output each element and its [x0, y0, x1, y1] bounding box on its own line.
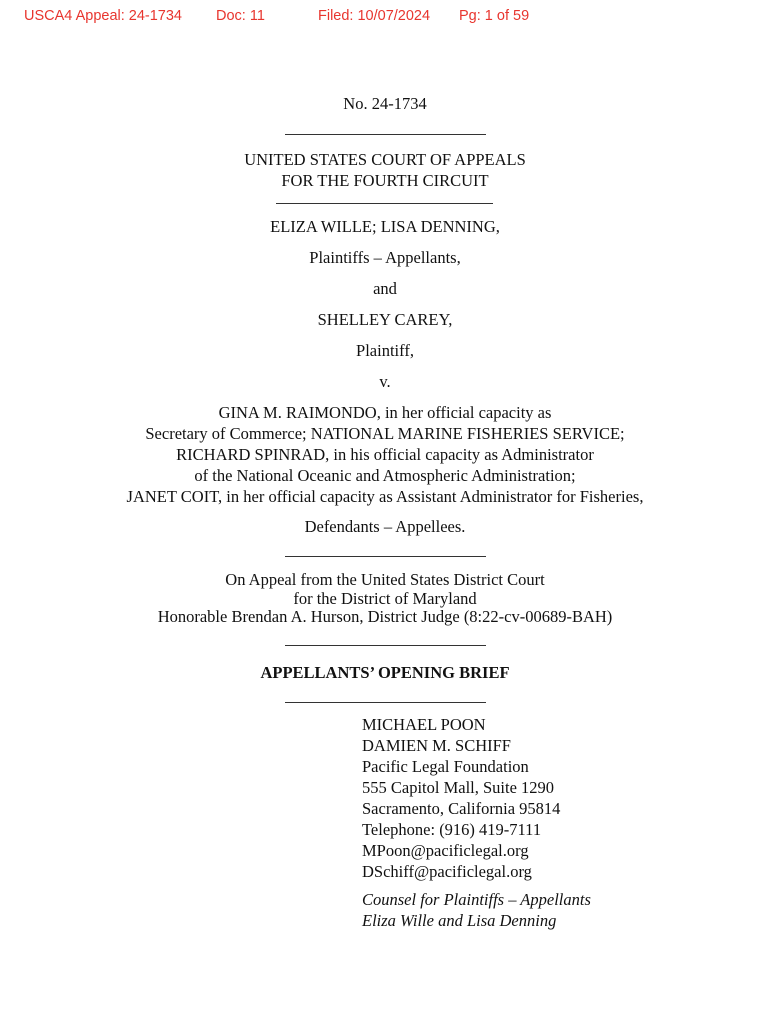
court-name-line-2: FOR THE FOURTH CIRCUIT — [281, 171, 489, 190]
divider — [285, 556, 486, 557]
counsel-for-line: Eliza Wille and Lisa Denning — [362, 911, 557, 930]
appeal-from-line-3: Honorable Brendan A. Hurson, District Judge (8:22-cv-00689-BAH) — [157, 607, 613, 626]
court-name-line-1: UNITED STATES COURT OF APPEALS — [244, 150, 526, 169]
counsel-email: DSchiff@pacificlegal.org — [362, 862, 532, 881]
defendants-role: Defendants – Appellees. — [304, 517, 466, 536]
counsel-line: MICHAEL POON — [362, 715, 486, 734]
stamp-page-count: Pg: 1 of 59 — [459, 8, 530, 24]
divider — [285, 134, 486, 135]
counsel-line: DAMIEN M. SCHIFF — [362, 736, 511, 755]
divider — [285, 645, 486, 646]
brief-title: APPELLANTS’ OPENING BRIEF — [260, 663, 510, 682]
appeal-from-line-1: On Appeal from the United States District Court — [225, 570, 545, 589]
defendant-line: GINA M. RAIMONDO, in her official capacity as — [218, 403, 552, 422]
versus: v. — [379, 372, 391, 391]
defendant-line: Secretary of Commerce; NATIONAL MARINE FISHERIES SERVICE; — [145, 424, 625, 443]
appellants-names: ELIZA WILLE; LISA DENNING, — [270, 217, 500, 236]
counsel-for-block — [362, 889, 591, 931]
counsel-line: Telephone: (916) 419-7111 — [362, 820, 542, 839]
divider — [285, 702, 486, 703]
counsel-line: 555 Capitol Mall, Suite 1290 — [362, 778, 555, 797]
divider — [276, 203, 493, 204]
defendant-line: JANET COIT, in her official capacity as Assistant Administrator for Fisheries, — [126, 487, 644, 506]
case-number: No. 24-1734 — [343, 94, 427, 113]
filing-stamp — [0, 8, 770, 28]
stamp-doc-number: Doc: 11 — [216, 8, 265, 24]
plaintiff-name: SHELLEY CAREY, — [317, 310, 453, 329]
appellants-role: Plaintiffs – Appellants, — [309, 248, 461, 267]
defendant-line: of the National Oceanic and Atmospheric Administration; — [194, 466, 576, 485]
stamp-filed-date: Filed: 10/07/2024 — [318, 8, 431, 24]
counsel-email: MPoon@pacificlegal.org — [362, 841, 529, 860]
defendant-line: RICHARD SPINRAD, in his official capacity as Administrator — [176, 445, 594, 464]
appeal-from-line-2: for the District of Maryland — [293, 589, 477, 608]
counsel-line: Sacramento, California 95814 — [362, 799, 561, 818]
and-connector: and — [373, 279, 397, 298]
stamp-appeal-number: USCA4 Appeal: 24-1734 — [24, 8, 182, 24]
counsel-block — [362, 714, 560, 882]
plaintiff-role: Plaintiff, — [356, 341, 414, 360]
counsel-for-line: Counsel for Plaintiffs – Appellants — [362, 890, 591, 909]
counsel-line: Pacific Legal Foundation — [362, 757, 529, 776]
